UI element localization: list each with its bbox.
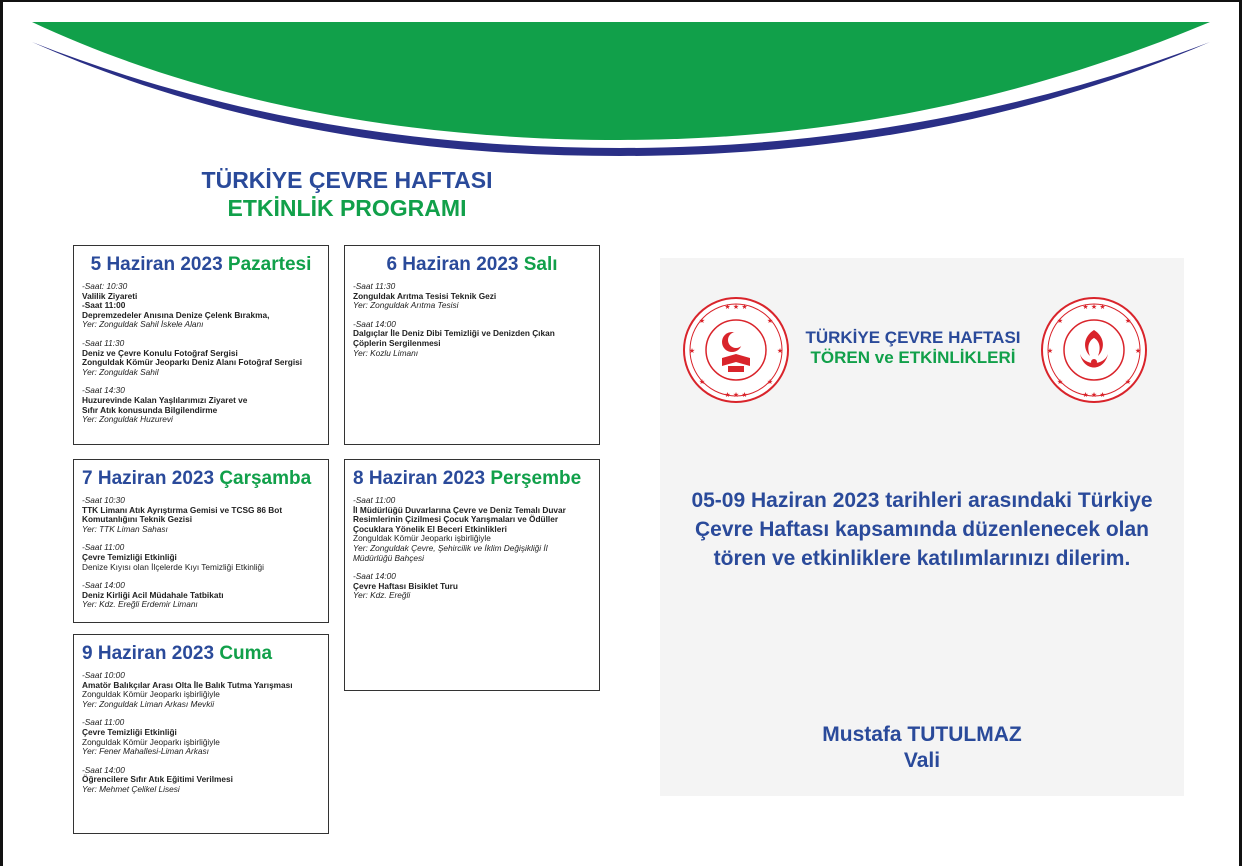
svg-text:★: ★: [1056, 317, 1064, 325]
event-time: -Saat 11:30: [82, 337, 125, 348]
day-name: Perşembe: [490, 468, 582, 489]
event-title: Huzurevinde Kalan Yaşlılarımızı Ziyaret ve Sıfır Atık konusunda Bilgilendirme: [82, 394, 248, 415]
day-date: 6 Haziran 2023: [386, 254, 519, 275]
svg-text:★ ★ ★: ★ ★ ★: [724, 391, 748, 399]
event-location: Yer: Zonguldak Arıtma Tesisi: [353, 300, 459, 311]
svg-text:★ ★ ★: ★ ★ ★: [1082, 391, 1106, 399]
event-item: [82, 543, 320, 572]
event-title: Çevre Haftası Bisiklet Turu: [353, 580, 458, 591]
day-card-wednesday: [73, 459, 329, 623]
event-item: [82, 718, 320, 756]
event-note: Zonguldak Kömür Jeoparkı işbirliğiyle: [353, 533, 491, 544]
event-time: -Saat 14:00: [82, 580, 125, 591]
event-item: [82, 671, 320, 709]
event-location: Yer: Zonguldak Sahil İskele Alanı: [82, 319, 204, 330]
event-location: Yer: Zonguldak Huzurevi: [82, 414, 173, 425]
event-title: TTK Limanı Atık Ayrıştırma Gemisi ve TCSG 86 Bot Komutanlığını Teknik Gezisi: [82, 504, 283, 525]
event-time: -Saat 10:30: [82, 495, 125, 505]
day-title: [353, 254, 591, 276]
day-name: Çarşamba: [219, 468, 312, 489]
day-title: [82, 468, 320, 490]
day-card-friday: [73, 634, 329, 834]
svg-text:★: ★: [776, 347, 784, 355]
event-title: Dalgıçlar İle Deniz Dibi Temizliği ve Denizden Çıkan Çöplerin Sergilenmesi: [353, 328, 555, 348]
event-item: [82, 386, 320, 424]
event-time: -Saat 14:00: [353, 571, 396, 582]
day-date: 7 Haziran 2023: [82, 468, 215, 489]
day-title: [353, 468, 591, 490]
event-time: -Saat 14:30: [82, 385, 125, 396]
svg-text:★ ★ ★: ★ ★ ★: [1082, 303, 1106, 311]
svg-text:★: ★: [1046, 347, 1054, 355]
svg-text:★: ★: [698, 317, 706, 325]
event-item: [353, 572, 591, 601]
svg-text:★ ★ ★: ★ ★ ★: [724, 303, 748, 311]
svg-text:★: ★: [1056, 378, 1064, 386]
signer-name: Mustafa TUTULMAZ: [822, 723, 1022, 746]
event-time: -Saat 10:00: [82, 670, 125, 680]
ministry-seal-icon: [682, 296, 790, 404]
svg-text:★: ★: [1124, 317, 1132, 325]
event-time: -Saat 11:00: [82, 717, 125, 728]
event-note: Denize Kıyısı olan İlçelerde Kıyı Temizliği Etkinliği: [82, 561, 264, 572]
signature-block: [760, 722, 1084, 774]
event-title: Öğrencilere Sıfır Atık Eğitimi Verilmesi: [82, 774, 233, 785]
event-title: Zonguldak Arıtma Tesisi Teknik Gezi: [353, 290, 497, 301]
day-date: 5 Haziran 2023: [90, 254, 223, 275]
invitation-text: 05-09 Haziran 2023 tarihleri arasındaki Türkiye Çevre Haftası kapsamında düzenlenecek olan tören ve etkinliklere katılımlarınızı dilerim.: [691, 489, 1153, 570]
event-location: Yer: Kdz. Ereğli: [353, 590, 411, 601]
event-item: [82, 339, 320, 377]
event-title: Çevre Temizliği Etkinliği: [82, 551, 177, 562]
event-title: Amatör Balıkçılar Arası Olta İle Balık Tutma Yarışması: [82, 679, 293, 690]
event-item: [82, 766, 320, 795]
event-time: -Saat 11:30: [353, 281, 396, 291]
day-card-monday: [73, 245, 329, 445]
event-title: Çevre Temizliği Etkinliği: [82, 726, 177, 737]
event-time: -Saat 14:00: [82, 764, 125, 775]
governorship-seal-icon: [1040, 296, 1148, 404]
ceremony-title-line2: TÖREN ve ETKİNLİKLERİ: [810, 348, 1016, 367]
event-location: Yer: Zonguldak Çevre, Şehircilik ve İklim Değişikliği İl Müdürlüğü Bahçesi: [353, 542, 548, 563]
header-wave-banner: [0, 0, 1242, 160]
event-title: İl Müdürlüğü Duvarlarına Çevre ve Deniz Temalı Duvar Resimlerinin Çizilmesi Çocuk Yarışmaları ve Ödüller Çocuklara Yönelik El Beceri Etkinlikleri: [353, 504, 566, 534]
program-title-line1: TÜRKİYE ÇEVRE HAFTASI: [201, 167, 493, 193]
day-date: 9 Haziran 2023: [82, 643, 215, 664]
event-location: Yer: Zonguldak Liman Arkası Mevkii: [82, 698, 215, 709]
svg-text:★: ★: [766, 378, 774, 386]
event-item: [82, 282, 320, 330]
event-location: Yer: Mehmet Çelikel Lisesi: [82, 783, 180, 794]
event-location: Yer: Kozlu Limanı: [353, 347, 419, 358]
day-name: Salı: [523, 254, 558, 275]
invitation-panel: [660, 258, 1184, 796]
svg-text:★: ★: [688, 347, 696, 355]
event-location: Yer: Kdz. Ereğli Erdemir Limanı: [82, 599, 198, 610]
signer-title: Vali: [903, 749, 941, 772]
event-time: -Saat 14:00: [353, 318, 396, 329]
event-title: Deniz Kirliği Acil Müdahale Tatbikatı: [82, 589, 224, 600]
ceremony-title: [786, 328, 1040, 368]
svg-text:★: ★: [698, 378, 706, 386]
event-title: Valilik Ziyareti -Saat 11:00 Depremzedeler Anısına Denize Çelenk Bırakma,: [82, 290, 270, 320]
svg-text:★: ★: [1124, 378, 1132, 386]
day-name: Pazartesi: [227, 254, 312, 275]
event-time: -Saat 11:00: [353, 495, 396, 505]
event-item: [353, 496, 591, 563]
svg-text:★: ★: [766, 317, 774, 325]
day-name: Cuma: [219, 643, 273, 664]
event-item: [353, 282, 591, 311]
day-card-tuesday: [344, 245, 600, 445]
event-note: Zonguldak Kömür Jeoparkı işbirliğiyle: [82, 689, 220, 700]
event-location: Yer: Zonguldak Sahil: [82, 366, 159, 377]
event-note: Zonguldak Kömür Jeoparkı işbirliğiyle: [82, 736, 220, 747]
day-card-thursday: [344, 459, 600, 691]
event-location: Yer: TTK Liman Sahası: [82, 523, 168, 534]
ceremony-title-line1: TÜRKİYE ÇEVRE HAFTASI: [805, 328, 1021, 347]
event-item: [353, 320, 591, 358]
event-title: Deniz ve Çevre Konulu Fotoğraf Sergisi Zonguldak Kömür Jeoparkı Deniz Alanı Fotoğraf Sergisi: [82, 347, 303, 368]
program-title-line2: ETKİNLİK PROGRAMI: [227, 195, 467, 221]
event-location: Yer: Fener Mahallesi-Liman Arkası: [82, 746, 209, 757]
program-title: [150, 166, 544, 222]
day-title: [82, 643, 320, 665]
event-item: [82, 581, 320, 610]
event-item: [82, 496, 320, 534]
day-title: [82, 254, 320, 276]
svg-text:★: ★: [1134, 347, 1142, 355]
event-time: -Saat 11:00: [82, 542, 125, 553]
day-date: 8 Haziran 2023: [353, 468, 486, 489]
event-time: -Saat: 10:30: [82, 281, 128, 291]
